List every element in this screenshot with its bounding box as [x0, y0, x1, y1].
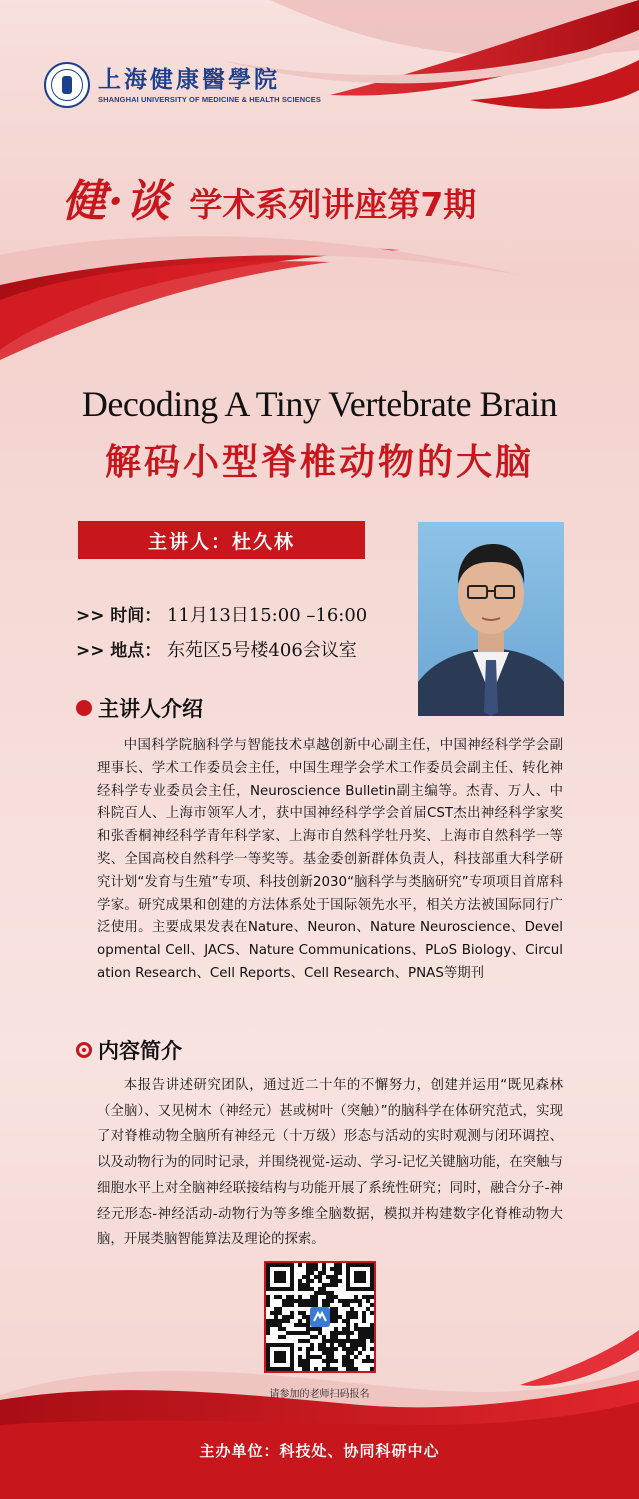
time-info — [76, 601, 367, 627]
qr-code-icon — [266, 1263, 374, 1371]
bio-paragraph — [97, 735, 563, 986]
series-title: 学术系列讲座第7期 — [189, 185, 477, 224]
qr-caption: 请参加的老师扫码报名 — [269, 1389, 370, 1400]
speaker-banner: 主讲人：杜久林 — [78, 521, 365, 559]
university-name-cn: 上海健康醫學院 — [98, 65, 280, 93]
abstract-paragraph — [97, 1073, 563, 1253]
registration-qr-code[interactable] — [264, 1261, 376, 1373]
red-dot-icon — [76, 700, 92, 716]
speaker-portrait-icon — [418, 522, 564, 716]
time-value: 11月13日15:00 –16:00 — [166, 605, 368, 626]
lecture-title-cn: 解码小型脊椎动物的大脑 — [104, 442, 534, 483]
lecture-title-en: Decoding A Tiny Vertebrate Brain — [81, 384, 558, 424]
university-seal-icon — [44, 62, 90, 108]
bio-heading-text: 主讲人介绍 — [98, 697, 203, 721]
series-brand: 健·谈 — [62, 176, 172, 227]
place-value: 东苑区5号楼406会议室 — [166, 640, 357, 661]
abstract-heading — [76, 1035, 182, 1065]
place-prefix: >> — [76, 641, 105, 661]
time-label: 时间： — [110, 606, 162, 626]
time-prefix: >> — [76, 606, 105, 626]
lecture-series-heading — [62, 165, 476, 229]
target-icon — [76, 1042, 92, 1058]
abstract-heading-text: 内容简介 — [98, 1039, 182, 1063]
university-logo — [44, 62, 321, 108]
place-info — [76, 636, 357, 662]
place-label: 地点： — [110, 641, 162, 661]
speaker-photo — [418, 522, 564, 716]
bio-heading — [76, 693, 203, 723]
abstract-text: 本报告讲述研究团队，通过近二十年的不懈努力，创建并运用“既见森林（全脑）、又见树木（神经元）甚或树叶（突触）”的脑科学在体研究范式，实现了对脊椎动物全脑所有神经元（十万级）形态与活动的实时观测与闭环调控、以及动物行为的同时记录，并围绕视觉-运动、学习-记忆关键脑功能，在突触与细胞水平上对全脑神经联接结构与功能开展了系统性研究；同时，融合分子-神经元形态-神经活动-动物行为等多维全脑数据，模拟并构建数字化脊椎动物大脑，开展类脑智能算法及理论的探索。 — [97, 1078, 563, 1248]
bio-text: 中国科学院脑科学与智能技术卓越创新中心副主任，中国神经科学学会副理事长、学术工作委员会主任，中国生理学会学术工作委员会副主任、转化神经科学专业委员会主任，Neuroscience Bulletin副主编等。杰青、万人、中科院百人、上海市领军人才，获中国神经科学学会首届CST杰出神经科学家奖和张香桐神经科学青年科学家、上海市自然科学牡丹奖、上海市自然科学一等奖、全国高校自然科学一等奖等。基金委创新群体负责人，科技部重大科学研究计划“发育与生殖”专项、科技创新2030“脑科学与类脑研究”专项项目首席科学家。研究成果和创建的方法体系处于国际领先水平，相关方法被国际同行广泛使用。主要成果发表在Nature、Neuron、Nature Neuroscience、Developmental Cell、JACS、Nature Communications、PLoS Biology、Circulation Research、Cell Reports、Cell Research、PNAS等期刊 — [97, 738, 563, 981]
university-name-en: SHANGHAI UNIVERSITY OF MEDICINE & HEALTH SCIENCES — [98, 94, 321, 104]
organizer-footer: 主办单位：科技处、协同科研中心 — [199, 1442, 440, 1460]
